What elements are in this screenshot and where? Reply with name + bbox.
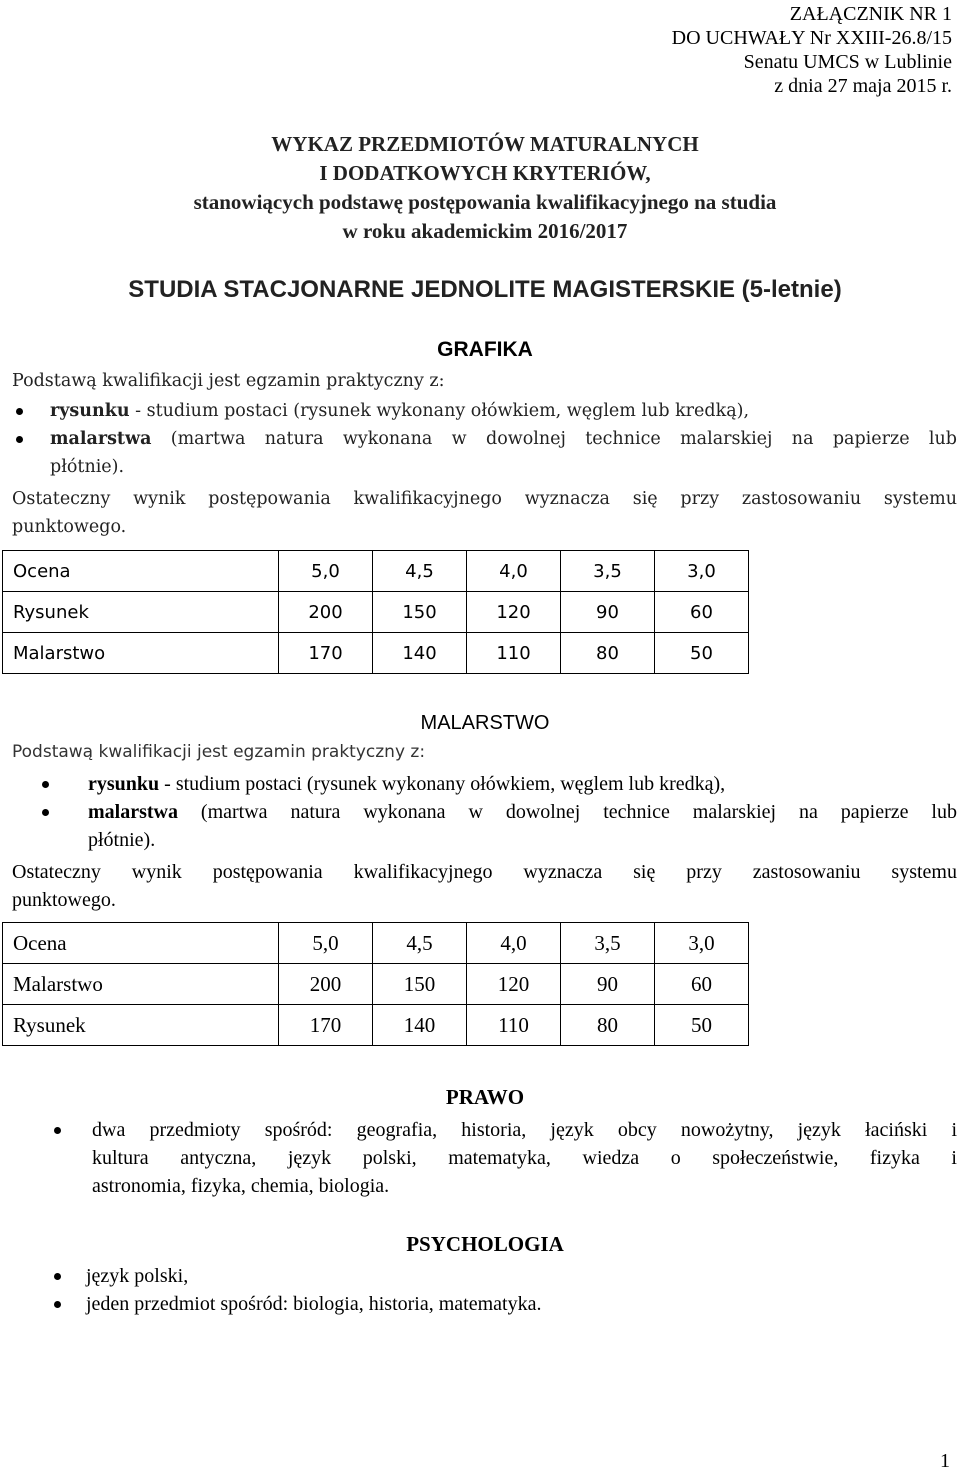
- table-cell: Malarstwo: [3, 633, 279, 674]
- list-item: [52, 1290, 957, 1318]
- subject-line: astronomia, fizyka, chemia, biologia.: [92, 1175, 390, 1197]
- bullet-icon: [16, 436, 23, 443]
- bullet-icon: [54, 1273, 61, 1280]
- result-note-line: Ostateczny wynik postępowania kwalifikacyjnego wyznacza się przy zastosowaniu systemu: [12, 489, 957, 509]
- table-cell: 110: [467, 1005, 561, 1046]
- list-item: [12, 397, 957, 425]
- title-line: I DODATKOWYCH KRYTERIÓW,: [319, 161, 651, 185]
- subject-line: kultura antyczna, język polski, matematyka, wiedza o społeczeństwie, fizyka i: [92, 1147, 957, 1169]
- exam-subject: rysunku: [50, 401, 130, 421]
- qualification-intro: Podstawą kwalifikacji jest egzamin praktyczny z:: [12, 371, 445, 391]
- exam-description-cont: płótnie).: [88, 829, 156, 851]
- subject-line: język polski,: [86, 1265, 189, 1287]
- exam-list: [40, 770, 957, 854]
- table-cell: 90: [561, 592, 655, 633]
- exam-list: [12, 397, 957, 481]
- result-note-line: Ostateczny wynik postępowania kwalifikacyjnego wyznacza się przy zastosowaniu systemu: [12, 861, 957, 883]
- title-line: w roku akademickim 2016/2017: [342, 219, 628, 243]
- section-heading-malarstwo: MALARSTWO: [420, 712, 550, 734]
- table-cell: Ocena: [3, 551, 279, 592]
- header-line: Senatu UMCS w Lublinie: [743, 51, 952, 73]
- table-cell: Rysunek: [3, 592, 279, 633]
- table-cell: 4,5: [373, 923, 467, 964]
- table-cell: 4,0: [467, 923, 561, 964]
- table-row: [3, 964, 749, 1005]
- table-cell: 170: [279, 1005, 373, 1046]
- list-item: [52, 1262, 957, 1290]
- section-heading-psychologia: PSYCHOLOGIA: [406, 1232, 564, 1256]
- exam-description: (martwa natura wykonana w dowolnej technice malarskiej na papierze lub: [151, 429, 957, 449]
- header-line: DO UCHWAŁY Nr XXIII-26.8/15: [671, 27, 952, 49]
- table-cell: 3,5: [561, 551, 655, 592]
- qualification-intro: Podstawą kwalifikacji jest egzamin praktyczny z:: [12, 742, 426, 762]
- exam-description: - studium postaci (rysunek wykonany ołówkiem, węglem lub kredką),: [129, 401, 750, 421]
- table-row: [3, 592, 749, 633]
- document-header: [672, 2, 952, 98]
- bullet-icon: [54, 1301, 61, 1308]
- bullet-icon: [54, 1127, 61, 1134]
- grades-table-grafika: [2, 550, 749, 674]
- table-cell: Malarstwo: [3, 964, 279, 1005]
- table-row: [3, 923, 749, 964]
- table-cell: 50: [655, 633, 749, 674]
- table-cell: 200: [279, 592, 373, 633]
- table-cell: 5,0: [279, 923, 373, 964]
- bullet-icon: [16, 408, 23, 415]
- table-cell: 50: [655, 1005, 749, 1046]
- bullet-icon: [42, 781, 49, 788]
- table-cell: 200: [279, 964, 373, 1005]
- table-cell: 60: [655, 964, 749, 1005]
- exam-description: - studium postaci (rysunek wykonany ołówkiem, węglem lub kredką),: [159, 773, 726, 795]
- table-cell: Ocena: [3, 923, 279, 964]
- table-cell: 170: [279, 633, 373, 674]
- title-line: stanowiących podstawę postępowania kwalifikacyjnego na studia: [193, 190, 777, 214]
- exam-subject: rysunku: [88, 773, 160, 795]
- title-line: WYKAZ PRZEDMIOTÓW MATURALNYCH: [271, 132, 699, 156]
- table-cell: 120: [467, 964, 561, 1005]
- list-item: [52, 1116, 957, 1200]
- list-item: [40, 798, 957, 854]
- document-title: [0, 130, 960, 246]
- result-note-line: punktowego.: [12, 889, 116, 911]
- table-cell: 140: [373, 1005, 467, 1046]
- subject-list: [52, 1262, 957, 1318]
- exam-description: (martwa natura wykonana w dowolnej technice malarskiej na papierze lub: [177, 801, 957, 823]
- table-row: [3, 1005, 749, 1046]
- page-number: 1: [940, 1450, 950, 1472]
- grades-table-malarstwo: [2, 922, 749, 1046]
- table-cell: 5,0: [279, 551, 373, 592]
- table-cell: 4,0: [467, 551, 561, 592]
- result-note: [12, 858, 957, 914]
- subject-line: dwa przedmioty spośród: geografia, historia, język obcy nowożytny, język łaciński i: [92, 1119, 957, 1141]
- exam-description-cont: płótnie).: [50, 457, 125, 477]
- exam-subject: malarstwa: [50, 429, 152, 449]
- table-cell: Rysunek: [3, 1005, 279, 1046]
- table-cell: 140: [373, 633, 467, 674]
- list-item: [40, 770, 957, 798]
- table-cell: 4,5: [373, 551, 467, 592]
- table-cell: 150: [373, 592, 467, 633]
- table-row: [3, 551, 749, 592]
- result-note: [12, 485, 957, 541]
- subject-line: jeden przedmiot spośród: biologia, historia, matematyka.: [86, 1293, 542, 1315]
- table-cell: 3,0: [655, 551, 749, 592]
- result-note-line: punktowego.: [12, 517, 127, 537]
- header-line: z dnia 27 maja 2015 r.: [774, 75, 952, 97]
- subject-list: [52, 1116, 957, 1200]
- table-cell: 80: [561, 1005, 655, 1046]
- table-cell: 120: [467, 592, 561, 633]
- table-row: [3, 633, 749, 674]
- header-line: ZAŁĄCZNIK NR 1: [789, 3, 952, 25]
- table-cell: 90: [561, 964, 655, 1005]
- table-cell: 3,0: [655, 923, 749, 964]
- bullet-icon: [42, 809, 49, 816]
- table-cell: 60: [655, 592, 749, 633]
- exam-subject: malarstwa: [88, 801, 178, 823]
- table-cell: 3,5: [561, 923, 655, 964]
- list-item: [12, 425, 957, 481]
- table-cell: 150: [373, 964, 467, 1005]
- table-cell: 110: [467, 633, 561, 674]
- study-type-heading: STUDIA STACJONARNE JEDNOLITE MAGISTERSKIE (5-letnie): [128, 276, 842, 303]
- section-heading-grafika: GRAFIKA: [437, 338, 533, 361]
- section-heading-prawo: PRAWO: [445, 1085, 525, 1109]
- table-cell: 80: [561, 633, 655, 674]
